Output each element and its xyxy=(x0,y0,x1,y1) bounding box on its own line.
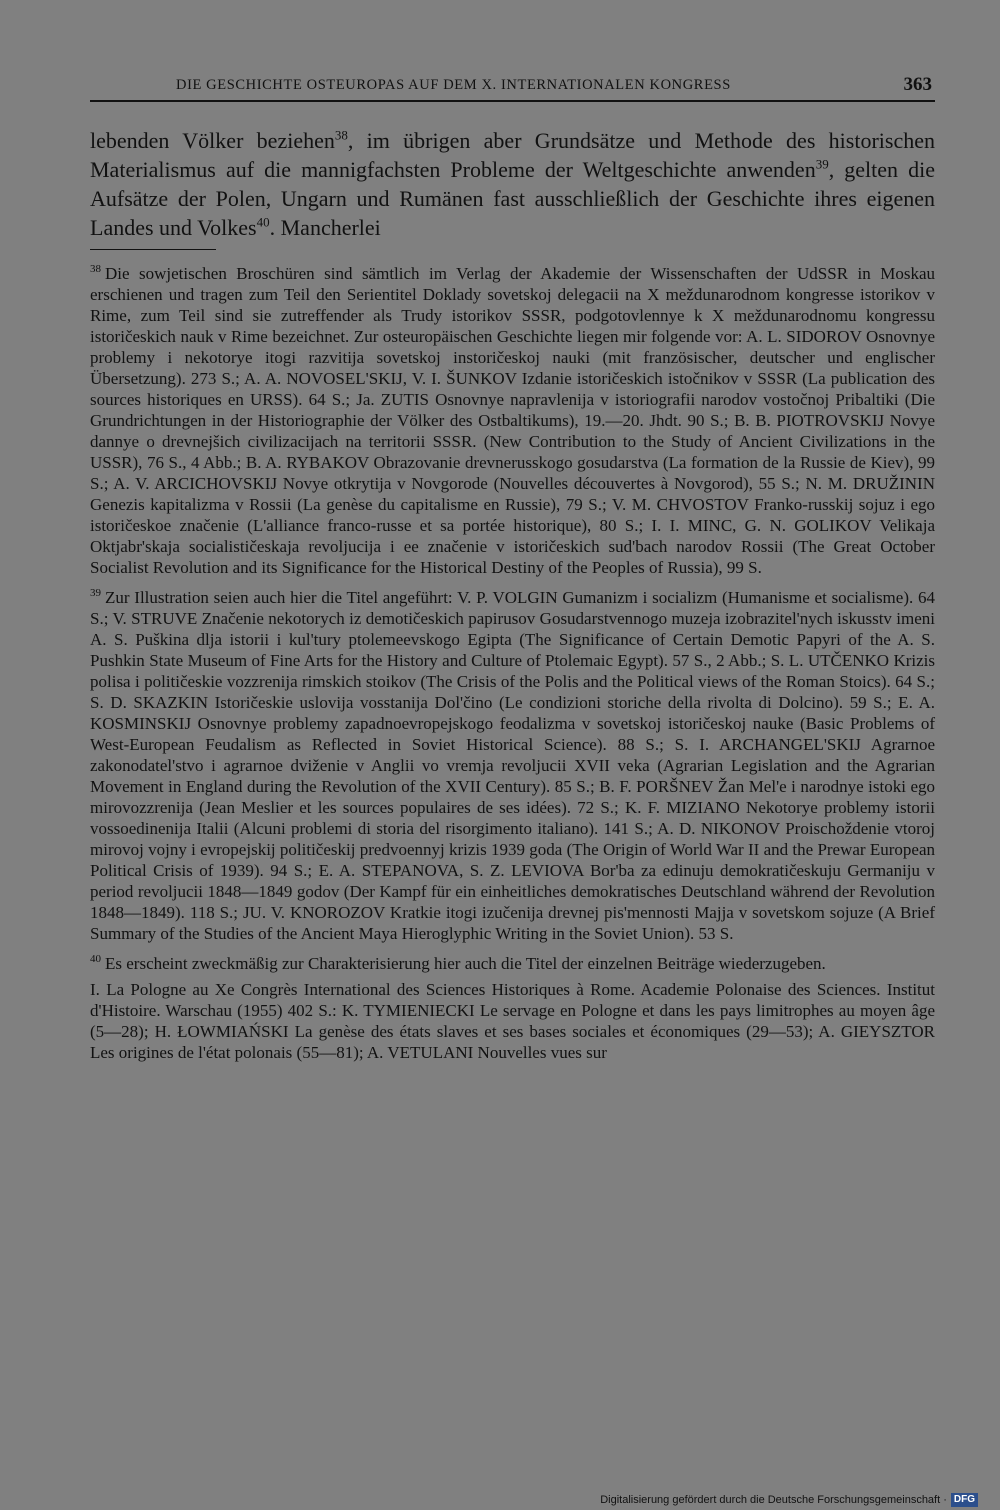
footnote-ref: 40 xyxy=(256,214,270,230)
footnote-38 xyxy=(90,263,935,578)
footnote-list-item: I. La Pologne au Xe Congrès International des Sciences Historiques à Rome. Academie Polonaise des Sciences. Institut d'Histoire. Warschau (1955) 402 S.: K. TYMIENIECKI Le servage en Pologne et dans les pays limitrophes au moyen âge (5—28); H. ŁOWMIAŃSKI La genèse des états slaves et ses bases sociales et économiques (29—53); A. GIEYSZTOR Les origines de l'état polonais (55—81); A. VETULANI Nouvelles vues sur xyxy=(90,980,935,1062)
footnote-ref: 38 xyxy=(334,127,348,143)
footnote-rule xyxy=(90,249,216,250)
running-head xyxy=(90,74,935,98)
body-text-segment: , im übrigen aber Grundsätze und Methode des historischen Materialismus auf die mannigfachsten Probleme der Weltgeschichte anwenden xyxy=(90,128,935,182)
header-rule xyxy=(90,100,935,102)
body-paragraph xyxy=(90,126,935,242)
body-text-segment: . Mancherlei xyxy=(269,215,381,240)
body-text-segment: , gelten die Aufsätze der Polen, Ungarn und Rumänen fast ausschließlich der Geschichte ihres eigenen Landes und Volkes xyxy=(90,157,935,240)
footnote-marker: 39 xyxy=(90,587,101,600)
footnote-39 xyxy=(90,587,935,944)
digitization-credit xyxy=(600,1492,978,1508)
footnote-text: Die sowjetischen Broschüren sind sämtlich im Verlag der Akademie der Wissenschaften der UdSSR in Moskau erschienen und tragen zum Teil den Serientitel Doklady sovetskoj delegacii na X meždunarodnom kongresse istorikov v Rime, zum Teil sind sie zutreffender als Trudy istorikov SSSR, podgotovlennye k X meždunarodnomu kongressu istoričeskich nauk v Rime bezeichnet. Zur osteuropäischen Geschichte liegen mir folgende vor: A. L. SIDOROV Osnovnye problemy i nekotorye itogi razvitija sovetskoj instoričeskoj nauki (mit französischer, deutscher und englischer Übersetzung). 273 S.; A. A. NOVOSEL'SKIJ, V. I. ŠUNKOV Izdanie istoričeskich istočnikov v SSSR (La publication des sources historiques en URSS). 64 S.; Ja. ZUTIS Osnovnye napravlenija v istoriografii narodov vostočnoj Pribaltiki (Die Grundrichtungen in der Historiographie der Völker des Ostbaltikums), 19.—20. Jhdt. 90 S.; B. B. PIOTROVSKIJ Novye dannye o drevnejšich civilizacijach na territorii SSSR. (New Contribution to the Study of Ancient Civilizations in the USSR), 76 S., 4 Abb.; B. A. RYBAKOV Obrazovanie drevnerusskogo gosudarstva (La formation de la Russie de Kiev), 99 S.; A. V. ARCICHOVSKIJ Novye otkrytija v Novgorode (Nouvelles découvertes à Novgorod), 55 S.; N. M. DRUŽININ Genezis kapitalizma v Rossii (La genèse du capitalisme en Russie), 79 S.; V. M. CHVOSTOV Franko-russkij sojuz i ego istoričeskoe značenie (L'alliance franco-russe et sa portée historique), 80 S.; I. I. MINC, G. N. GOLIKOV Velikaja Oktjabr'skaja socialističeskaja revoljucija i ee značenie v istoričeskich sud'bach narodov Rossii (The Great October Socialist Revolution and its Significance for the Historical Destiny of the Peoples of Russia), 99 S. xyxy=(90,264,935,577)
footnote-ref: 39 xyxy=(815,156,829,172)
body-text-segment: lebenden Völker beziehen xyxy=(90,128,335,153)
footnote-marker: 40 xyxy=(90,953,101,966)
credit-text: Digitalisierung gefördert durch die Deutsche Forschungsgemeinschaft · xyxy=(600,1494,947,1506)
dfg-logo: DFG xyxy=(951,1493,978,1507)
running-title: DIE GESCHICHTE OSTEUROPAS AUF DEM X. INTERNATIONALEN KONGRESS xyxy=(176,77,731,93)
footnote-text: Es erscheint zweckmäßig zur Charakterisierung hier auch die Titel der einzelnen Beiträge wiederzugeben. xyxy=(105,954,826,973)
footnote-text: Zur Illustration seien auch hier die Titel angeführt: V. P. VOLGIN Gumanizm i socializm (Humanisme et socialisme). 64 S.; V. STRUVE Značenie nekotorych iz demotičeskich papirusov Gosudarstvennogo muzeja izobrazitel'nych iskusstv imeni A. S. Puškina dlja istorii i kul'tury ptolemeevskogo Egipta (The Significance of Certain Demotic Papyri of the A. S. Pushkin State Museum of Fine Arts for the History and Culture of Ptolemaic Egypt). 57 S., 2 Abb.; S. L. UTČENKO Krizis polisa i političeskie vozzrenija rimskich stoikov (The Crisis of the Polis and the Political views of the Roman Stoics). 64 S.; S. D. SKAZKIN Istoričeskie uslovija vosstanija Dol'čino (Le condizioni storiche della rivolta di Dolcino). 59 S.; E. A. KOSMINSKIJ Osnovnye problemy zapadnoevropejskogo feodalizma v sovetskoj istoričeskoj nauke (Basic Problems of West-European Feudalism as Reflected in Soviet Historical Science). 88 S.; S. I. ARCHANGEL'SKIJ Agrarnoe zakonodatel'stvo i agrarnoe dviženie v Anglii vo vremja revoljucii XVII veka (Agrarian Legislation and the Agrarian Movement in England during the Revolution of the XVII Century). 85 S.; B. F. PORŠNEV Žan Mel'e i narodnye istoki ego mirovozzrenija (Jean Meslier et les sources populaires de ses idées). 72 S.; K. F. MIZIANO Nekotorye problemy istorii vossoedinenija Italii (Alcuni problemi di storia del risorgimento italiano). 141 S.; A. D. NIKONOV Proischoždenie vtoroj mirovoj vojny i evropejskij političeskij predvoennyj krizis 1939 goda (The Origin of World War II and the Prewar European Political Crisis of 1939). 94 S.; E. A. STEPANOVA, S. Z. LEVIOVA Bor'ba za edinuju demokratičeskuju Germaniju v period revoljucii 1848—1849 godov (Der Kampf für ein einheitliches demokratisches Deutschland während der Revolution 1848—1849). 118 S.; JU. V. KNOROZOV Kratkie itogi izučenija drevnej pis'mennosti Majja v sovetskom sojuze (A Brief Summary of the Studies of the Ancient Maya Hieroglyphic Writing in the Soviet Union). 53 S. xyxy=(90,588,935,943)
footnote-marker: 38 xyxy=(90,263,101,276)
footnotes xyxy=(90,263,935,1063)
page-number: 363 xyxy=(903,74,932,95)
footnote-40 xyxy=(90,953,935,974)
